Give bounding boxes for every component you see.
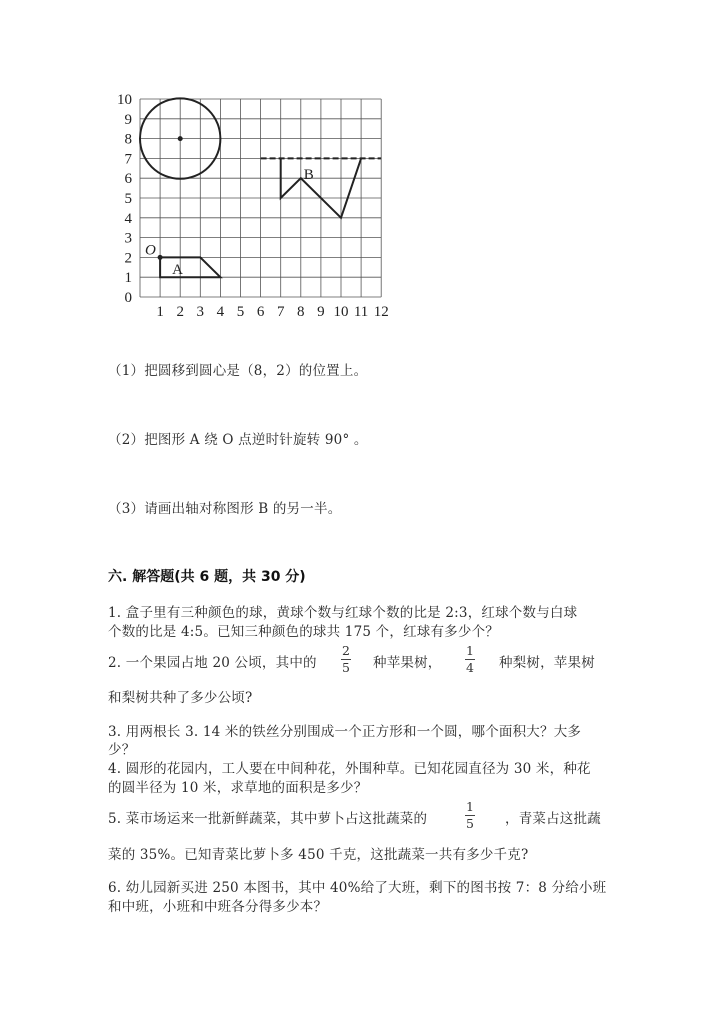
question-2-line-2: 和梨树共种了多少公顷? (108, 690, 253, 706)
task-1: （1）把圆移到圆心是（8，2）的位置上。 (108, 363, 368, 379)
y-tick-label: 5 (124, 191, 132, 207)
origin-point (158, 255, 163, 260)
question-6-line-1: 6. 幼儿园新买进 250 本图书，其中 40%给了大班，剩下的图书按 7：8 分给小班 (108, 880, 607, 896)
x-tick-label: 12 (373, 304, 389, 320)
fraction-1-4 (465, 644, 475, 675)
y-tick-label: 1 (124, 270, 132, 287)
y-tick-label: 9 (124, 111, 132, 128)
x-tick-label: 10 (333, 304, 349, 320)
section-title: 六. 解答题(共 6 题，共 30 分) (108, 569, 306, 585)
fraction-numerator: 2 (342, 643, 350, 658)
x-tick-label: 11 (353, 304, 369, 320)
x-tick-label: 7 (276, 304, 285, 320)
y-tick-label: 4 (124, 210, 132, 227)
question-2-part-3: 种梨树，苹果树 (499, 655, 595, 671)
shape-b-label: B (303, 167, 314, 184)
question-5-part-1: 5. 菜市场运来一批新鲜蔬菜，其中萝卜占这批蔬菜的 (108, 811, 428, 827)
question-6-line-2: 和中班，小班和中班各分得多少本？ (108, 899, 328, 915)
x-tick-label: 6 (256, 304, 265, 320)
y-tick-label: 3 (124, 230, 132, 247)
question-1-line-1: 1. 盒子里有三种颜色的球，黄球个数与红球个数的比是 2:3，红球个数与白球 (108, 605, 578, 621)
shape-a (160, 257, 220, 277)
circle-center-point (178, 136, 183, 141)
x-tick-label: 5 (236, 304, 245, 320)
y-tick-label: 8 (124, 131, 132, 148)
y-tick-label: 2 (124, 250, 132, 267)
question-3-line-2: 少？ (108, 742, 136, 758)
fraction-1-5 (465, 800, 475, 831)
fraction-denominator: 4 (466, 660, 474, 675)
fraction-2-5 (341, 644, 351, 675)
coordinate-grid-figure (0, 0, 720, 330)
x-tick-label: 8 (297, 304, 305, 320)
x-tick-label: 1 (156, 304, 164, 320)
question-3-line-1: 3. 用两根长 3. 14 米的铁丝分别围成一个正方形和一个圆，哪个面积大？大多 (108, 724, 582, 740)
question-4-line-2: 的圆半径为 10 米，求草地的面积是多少？ (108, 780, 368, 796)
question-5-part-2: ，青菜占这批蔬 (505, 811, 601, 827)
question-5-line-2: 菜的 35%。已知青菜比萝卜多 450 千克，这批蔬菜一共有多少千克? (108, 847, 529, 863)
question-2-part-1: 2. 一个果园占地 20 公顷，其中的 (108, 655, 317, 671)
y-tick-label: 7 (124, 151, 132, 168)
fraction-numerator: 1 (466, 799, 474, 814)
task-3: （3）请画出轴对称图形 B 的另一半。 (108, 501, 342, 517)
x-tick-label: 3 (196, 304, 205, 320)
y-tick-label: 10 (117, 92, 132, 108)
fraction-denominator: 5 (466, 816, 474, 831)
fraction-numerator: 1 (466, 643, 474, 658)
question-2-part-2: 种苹果树， (373, 655, 442, 671)
x-tick-label: 9 (317, 304, 325, 320)
x-tick-label: 2 (176, 304, 184, 320)
shape-a-label: A (172, 262, 183, 279)
y-tick-label: 0 (124, 290, 132, 306)
x-tick-label: 4 (216, 304, 225, 320)
axis-labels (117, 92, 389, 320)
question-4-line-1: 4. 圆形的花园内，工人要在中间种花，外围种草。已知花园直径为 30 米，种花 (108, 761, 591, 777)
origin-label: O (145, 242, 156, 259)
question-1-line-2: 个数的比是 4:5。已知三种颜色的球共 175 个，红球有多少个？ (108, 624, 499, 640)
task-2: （2）把图形 A 绕 O 点逆时针旋转 90° 。 (108, 432, 368, 448)
fraction-denominator: 5 (342, 660, 350, 675)
y-tick-label: 6 (124, 171, 132, 188)
